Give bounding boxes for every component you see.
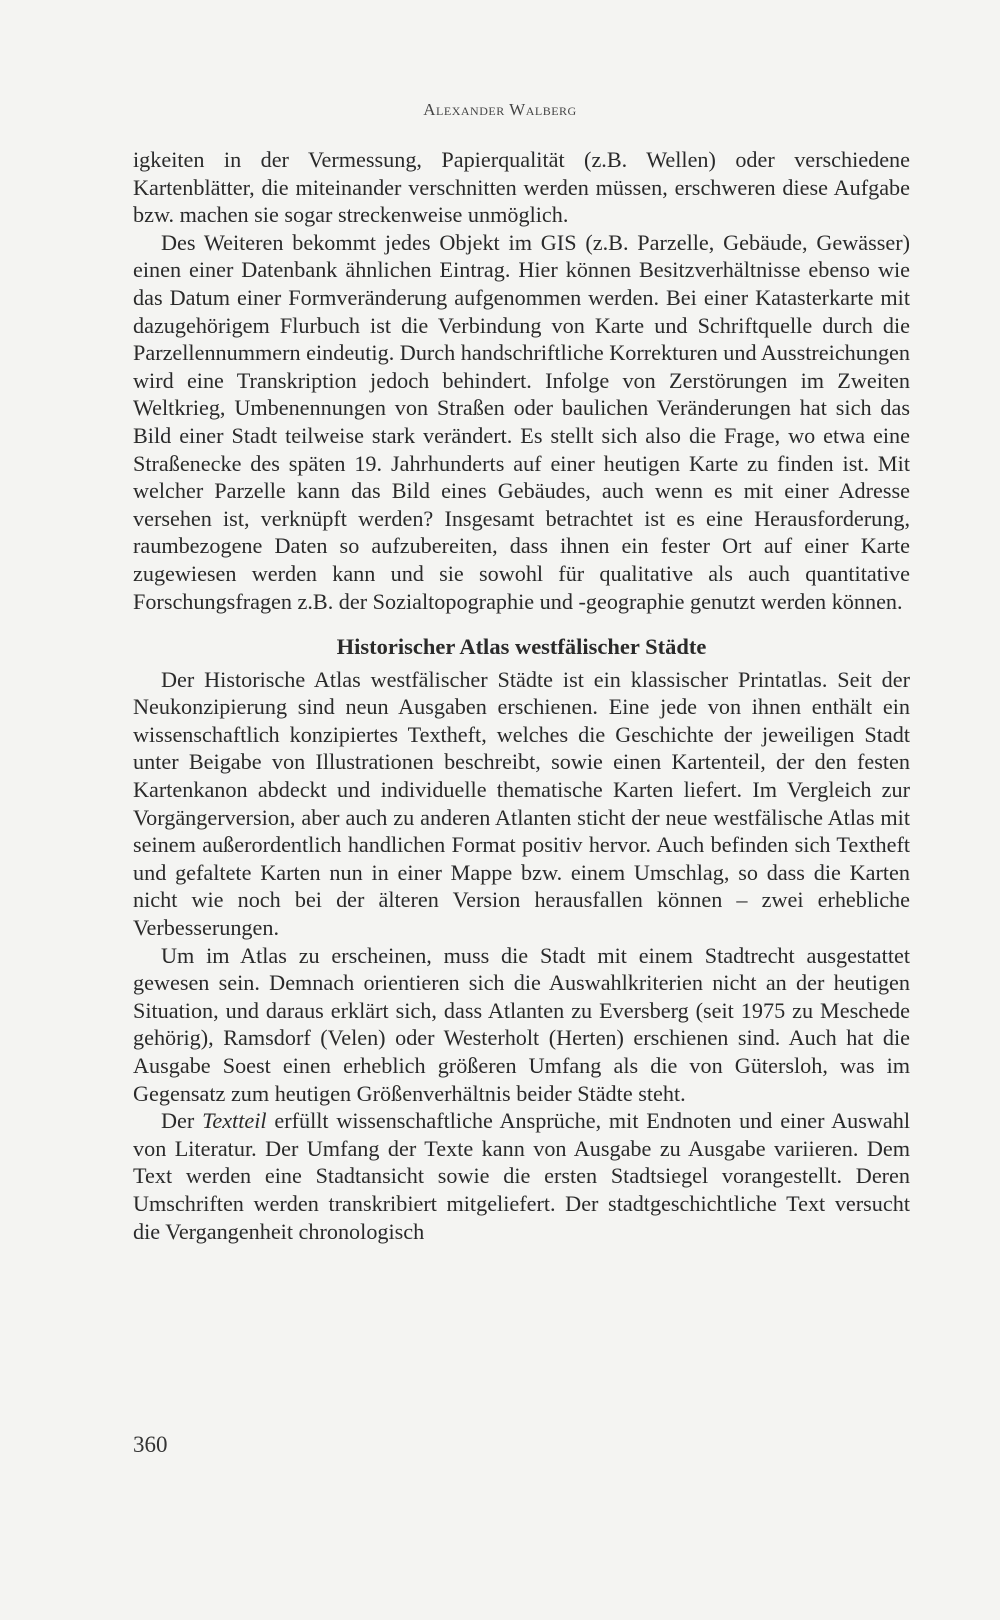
running-header: Alexander Walberg xyxy=(423,100,577,119)
paragraph-gis: Des Weiteren bekommt jedes Objekt im GIS (z.B. Parzelle, Gebäude, Gewässer) einen einer Datenbank ähnlichen Eintrag. Hier können Besitzverhältnisse ebenso wie das Datum einer Formveränderung aufgenommen werden. Bei einer Katasterkarte mit dazugehörigem Flurbuch ist die Verbindung von Karte und Schriftquelle durch die Parzellennummern eindeutig. Durch handschriftliche Korrekturen und Ausstreichungen wird eine Transkription jedoch behindert. Infolge von Zerstörungen im Zweiten Weltkrieg, Umbenennungen von Straßen oder baulichen Veränderungen hat sich das Bild einer Stadt teilweise stark verändert. Es stellt sich also die Frage, wo etwa eine Straßenecke des späten 19. Jahrhunderts auf einer heutigen Karte zu finden ist. Mit welcher Parzelle kann das Bild eines Gebäudes, auch wenn es mit einer Adresse versehen ist, verknüpft werden? Insgesamt betrachtet ist es eine Herausforderung, raumbezogene Daten so aufzubereiten, dass ihnen ein fester Ort auf einer Karte zugewiesen werden kann und sie sowohl für qualitative als auch quantitative Forschungsfragen z.B. der Sozialtopographie und -geographie genutzt werden können. xyxy=(133,229,910,614)
page-body xyxy=(133,146,910,1245)
paragraph-textteil xyxy=(133,1107,910,1245)
paragraph-textteil-prefix: Der xyxy=(161,1108,203,1134)
paragraph-atlas-intro: Der Historische Atlas westfälischer Städte ist ein klassischer Printatlas. Seit der Neukonzipierung sind neun Ausgaben erschienen. Eine jede von ihnen enthält ein wissenschaftlich konzipiertes Textheft, welches die Geschichte der jeweiligen Stadt unter Beigabe von Illustrationen beschreibt, sowie einen Kartenteil, der den festen Kartenkanon abdeckt und individuelle thematische Karten liefert. Im Vergleich zur Vorgängerversion, aber auch zu anderen Atlanten sticht der neue westfälische Atlas mit seinem außerordentlich handlichen Format positiv hervor. Auch befinden sich Textheft und gefaltete Karten nun in einer Mappe bzw. einem Umschlag, so dass die Karten nicht wie noch bei der älteren Version herausfallen können – zwei erhebliche Verbesserungen. xyxy=(133,666,910,941)
page-number: 360 xyxy=(133,1432,168,1457)
paragraph-textteil-emphasis: Textteil xyxy=(202,1108,267,1134)
paragraph-textteil-body: erfüllt wissenschaftliche Ansprüche, mit Endnoten und einer Auswahl von Literatur. Der Umfang der Texte kann von Ausgabe zu Ausgabe variieren. Dem Text werden eine Stadtansicht sowie die ersten Stadtsiegel vorangestellt. Deren Umschriften werden transkribiert mitgeliefert. Der stadtgeschichtliche Text versucht die Vergangenheit chronologisch xyxy=(133,1108,910,1244)
section-heading: Historischer Atlas westfälischer Städte xyxy=(336,634,707,660)
paragraph-continued: igkeiten in der Vermessung, Papierqualität (z.B. Wellen) oder verschiedene Kartenblätter, die miteinander verschnitten werden müssen, erschweren diese Aufgabe bzw. machen sie sogar streckenweise unmöglich. xyxy=(133,147,910,228)
paragraph-selection-criteria: Um im Atlas zu erscheinen, muss die Stadt mit einem Stadtrecht ausgestattet gewesen sein. Demnach orientieren sich die Auswahlkriterien nicht an der heutigen Situation, und daraus erklärt sich, dass Atlanten zu Eversberg (seit 1975 zu Meschede gehörig), Ramsdorf (Velen) oder Westerholt (Herten) erschienen sind. Auch hat die Ausgabe Soest einen erheblich größeren Umfang als die von Gütersloh, was im Gegensatz zum heutigen Größenverhältnis beider Städte steht. xyxy=(133,942,910,1106)
